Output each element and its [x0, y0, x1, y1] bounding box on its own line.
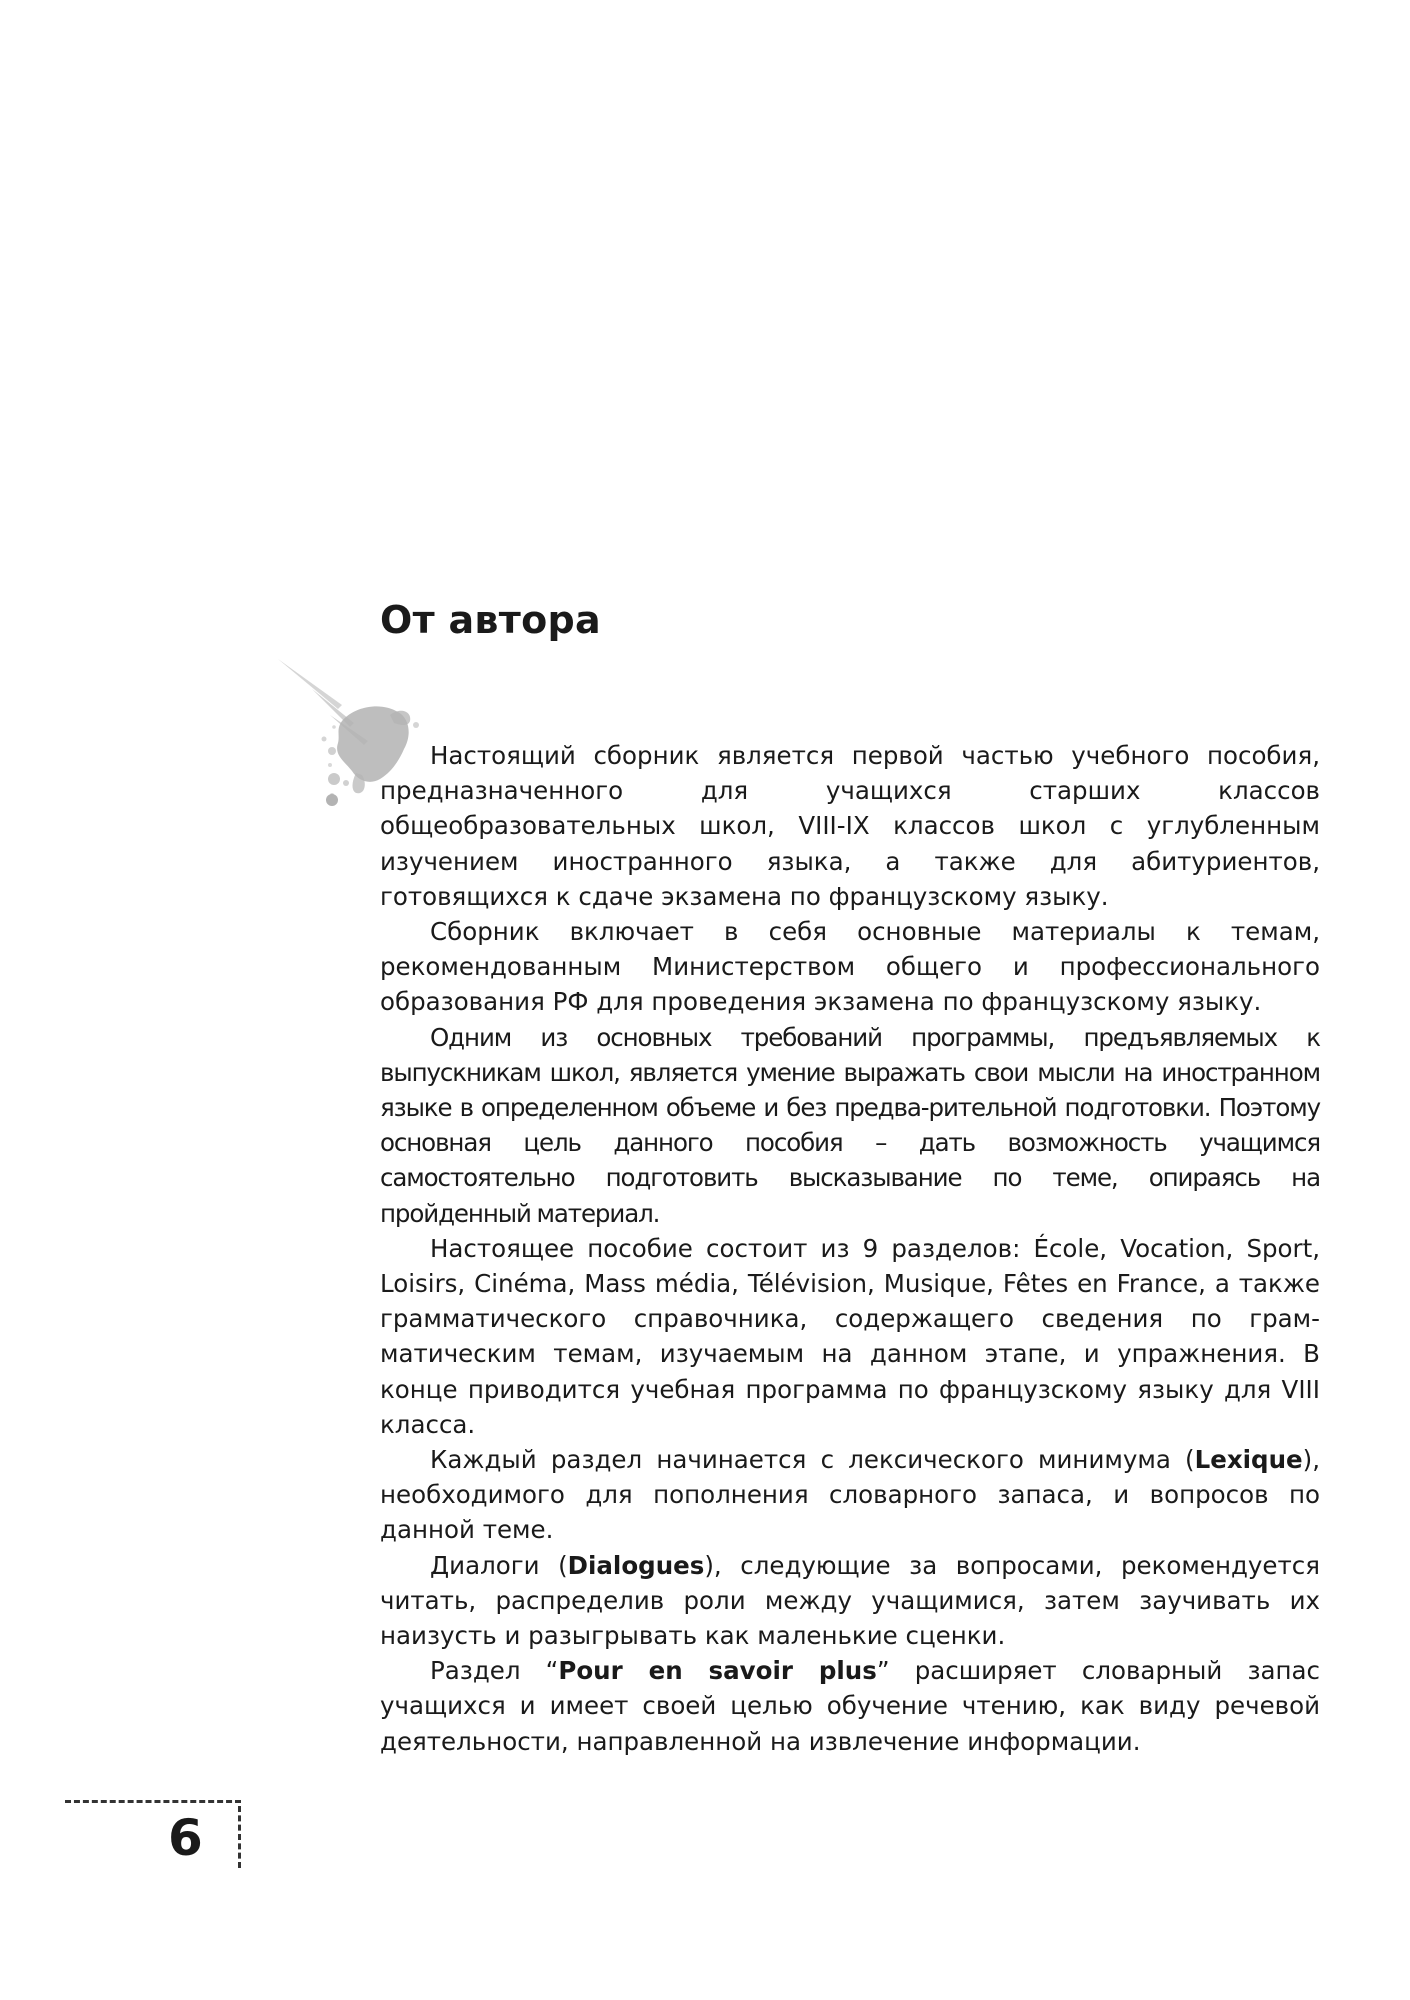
paragraph-1: Настоящий сборник является первой частью учебного пособия, предназначенного для учащихся старших классов общеобразовательных школ, VIII-IX классов школ с углубленным изучением иностранного языка, а также для абитуриентов, готовящихся к сдаче экзамена по французскому языку. — [380, 741, 1320, 911]
lexique-term: Lexique — [1194, 1445, 1303, 1475]
footer-dashed-rule — [65, 1800, 241, 1803]
paragraph-7-text-before: Раздел “ — [430, 1656, 559, 1686]
paragraph-7 — [380, 1653, 1320, 1759]
paragraph-2: Сборник включает в себя основные материалы к темам, рекомендованным Министерством общего и профессионального образования РФ для проведения экзамена по французскому языку. — [380, 917, 1320, 1017]
pour-en-savoir-plus-term: Pour en savoir plus — [558, 1656, 877, 1686]
footer-dashed-tick — [238, 1806, 241, 1868]
page-number: 6 — [168, 1809, 203, 1867]
paragraph-7-text-after: ” расширяет словарный запас учащихся и имеет своей целью обучение чтению, как виду речевой деятельности, направленной на извлечение информации. — [380, 1656, 1320, 1756]
paragraph-6 — [380, 1548, 1320, 1654]
dialogues-term: Dialogues — [567, 1550, 705, 1580]
body-text — [380, 738, 1320, 1759]
paragraph-3: Одним из основных требований программы, предъявляемых к выпускникам школ, является умение выражать свои мысли на иностранном языке в определенном объеме и без предва-рительной подготовки. Поэтому основная цель данного пособия – дать возможность учащимся самостоятельно подготовить высказывание по теме, опираясь на пройденный материал. — [380, 1022, 1320, 1228]
paragraph-4: Настоящее пособие состоит из 9 разделов: École, Vocation, Sport, Loisirs, Cinéma, Mass média, Télévision, Musique, Fêtes en France, а также грамматического справочника, содержащего сведения по грам-матическим темам, изучаемым на данном этапе, и упражнения. В конце приводится учебная программа по французскому языку для VIII класса. — [380, 1233, 1320, 1439]
page-title: От автора — [380, 598, 601, 642]
paragraph-5 — [380, 1442, 1320, 1548]
paragraph-6-text-before: Диалоги ( — [430, 1550, 568, 1580]
paragraph-6-text-after: ), следующие за вопросами, рекомендуется читать, распределив роли между учащимися, затем заучивать их наизусть и разыгрывать как маленькие сценки. — [380, 1550, 1320, 1651]
ink-drop-decoration — [322, 790, 342, 810]
paragraph-5-text-after: ), необходимого для пополнения словарного запаса, и вопросов по данной теме. — [380, 1445, 1320, 1545]
paragraph-5-text-before: Каждый раздел начинается с лексического минимума ( — [430, 1445, 1195, 1475]
